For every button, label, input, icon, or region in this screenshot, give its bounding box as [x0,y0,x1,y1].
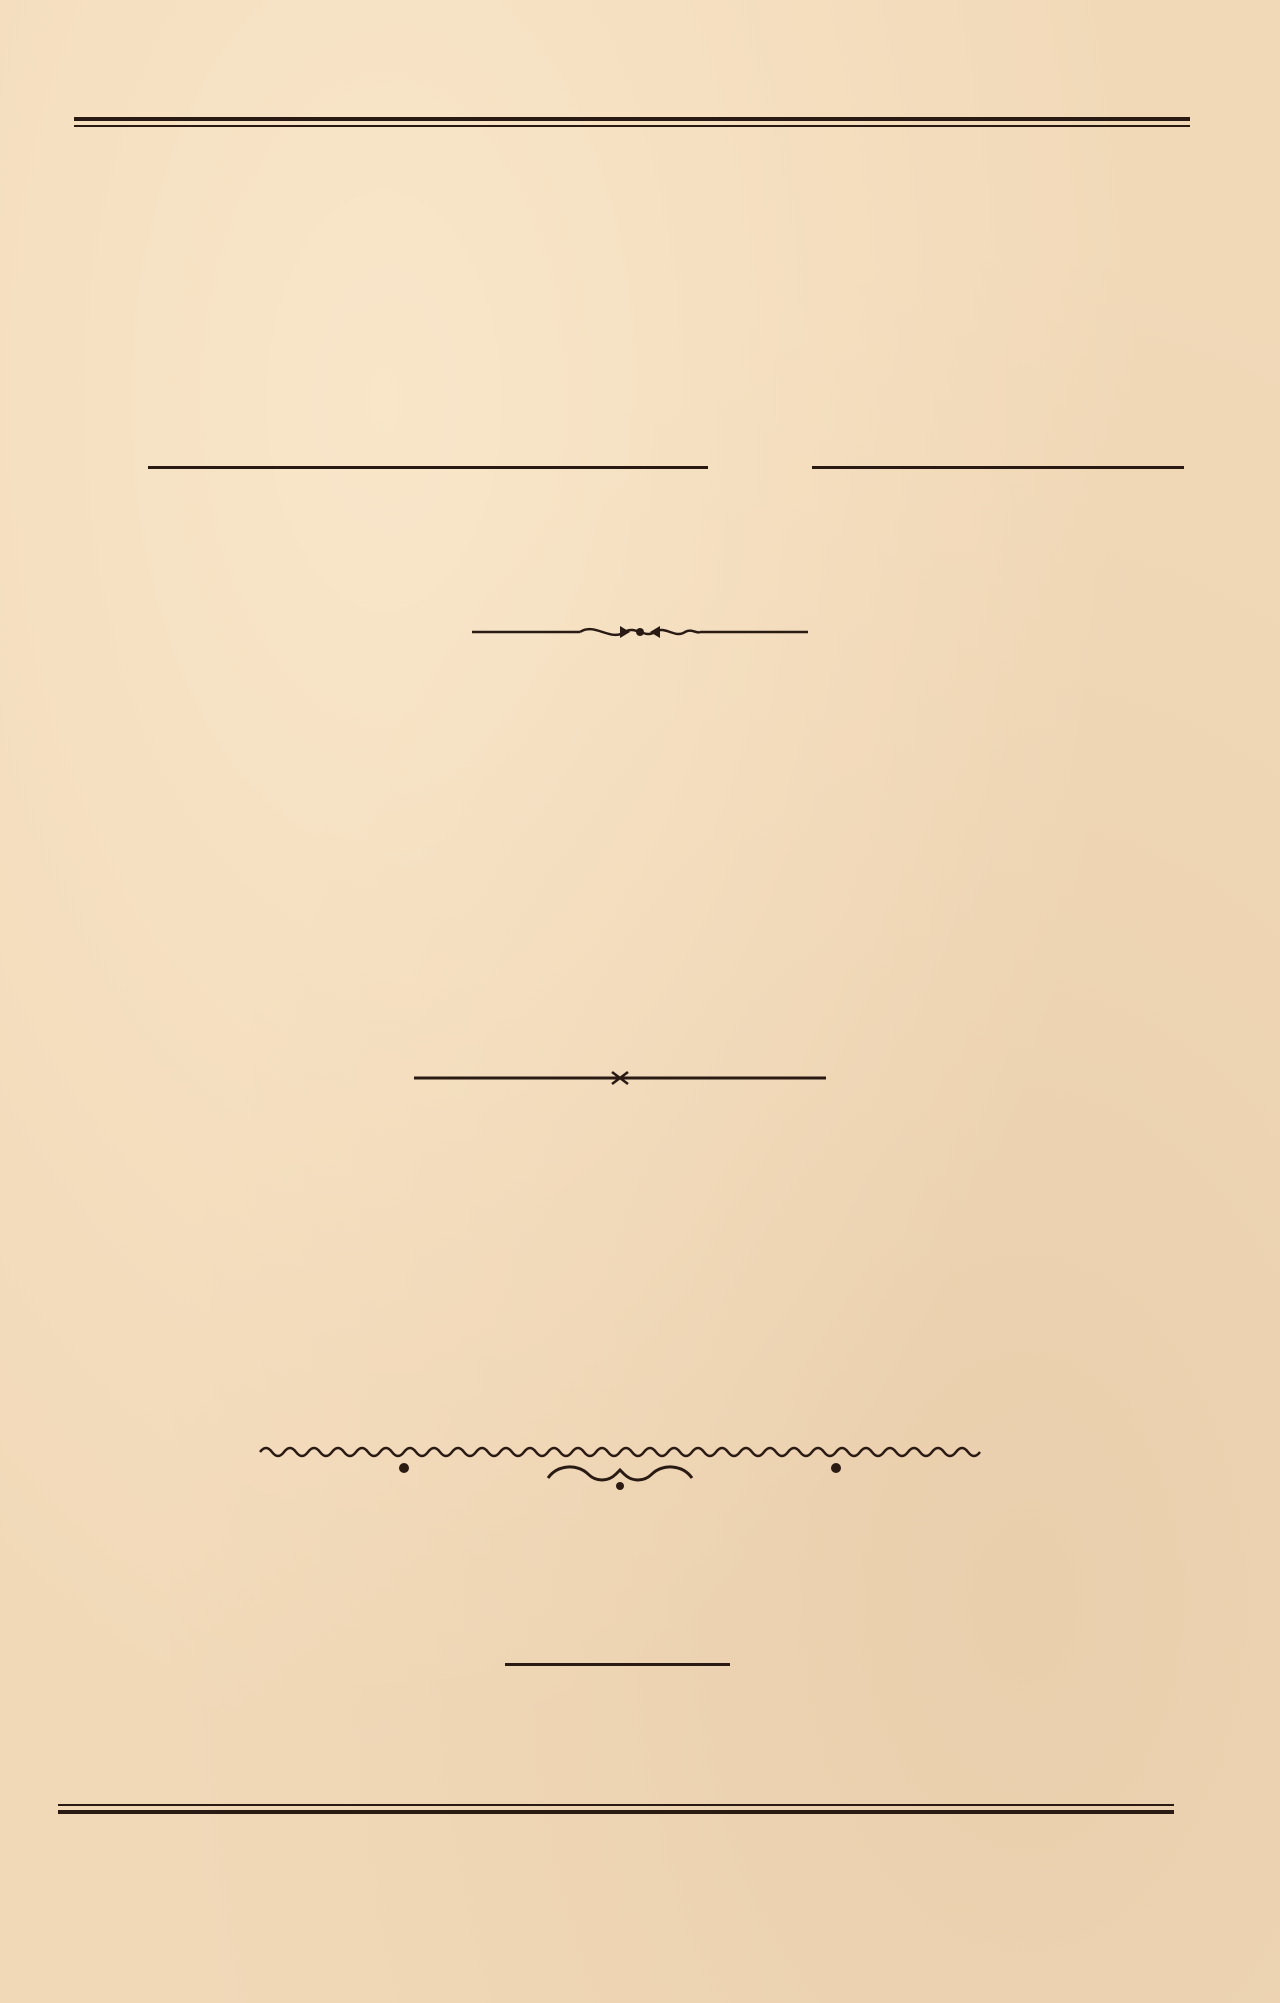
ornament-divider-small-icon [470,620,810,644]
motto-rule [505,1663,730,1666]
top-border-rule-thick [74,117,1190,121]
ornament-divider-knot-icon [412,1070,828,1086]
title-underline-right [812,466,1184,469]
bottom-border-rule-thick [58,1810,1174,1814]
top-ornament-row [72,8,1192,118]
ornament-wave-divider-icon [258,1440,982,1496]
bottom-border-rule-thin [58,1804,1174,1806]
bottom-ornament-row [56,1818,1176,1928]
title-underline-left [148,466,708,469]
top-border-rule-thin [74,125,1190,127]
